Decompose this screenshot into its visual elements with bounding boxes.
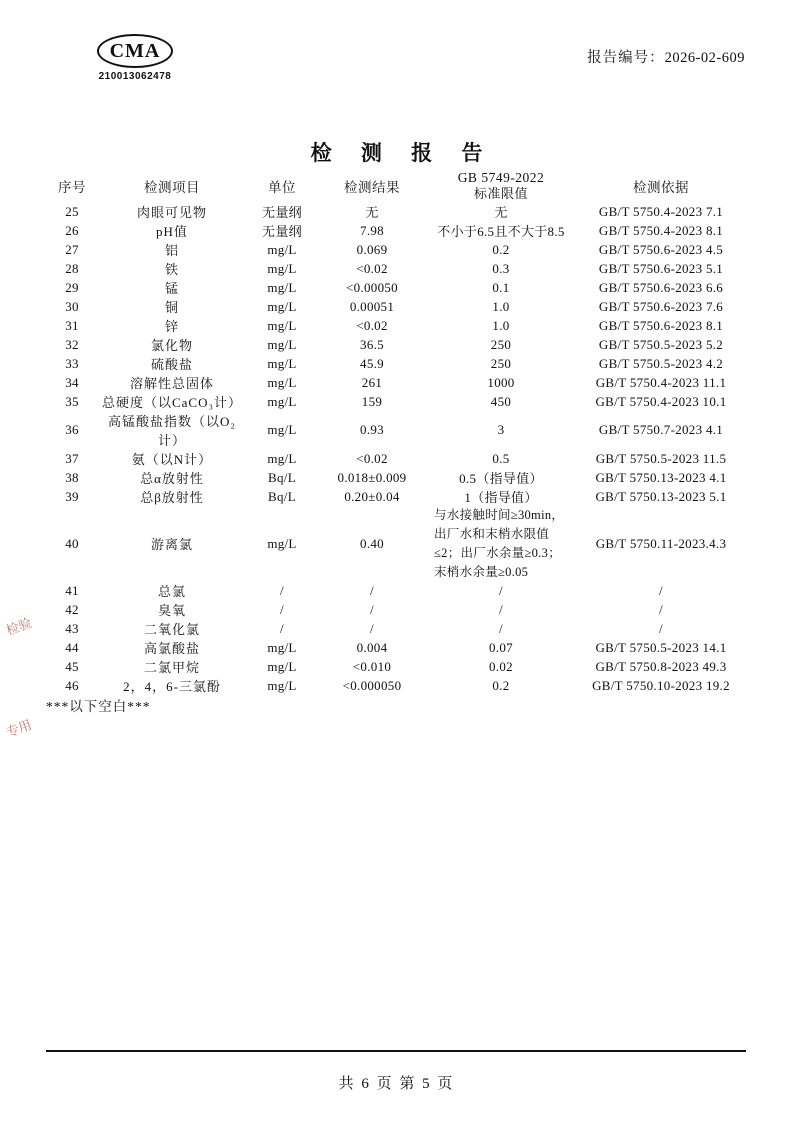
cell-basis: GB/T 5750.4-2023 10.1 [595, 393, 727, 409]
cell-result: <0.010 [352, 658, 392, 674]
cell-item: 高氯酸盐 [143, 641, 200, 657]
cell-unit: mg/L [267, 374, 297, 390]
cell-unit: mg/L [267, 677, 297, 693]
table-header [46, 170, 746, 202]
cell-limit: 1.0 [492, 317, 510, 333]
cell-no: 38 [65, 469, 79, 485]
cell-result: 261 [361, 374, 383, 390]
cell-limit: 0.5 [492, 450, 510, 466]
cell-item: 铝 [164, 243, 179, 259]
table-row [46, 638, 746, 657]
cell-unit: mg/L [267, 317, 297, 333]
cell-result: 0.004 [356, 639, 388, 655]
cell-result: 0.069 [356, 241, 388, 257]
cell-limit: 0.1 [492, 279, 510, 295]
cell-limit: 250 [490, 355, 512, 371]
cell-unit: Bq/L [268, 488, 296, 504]
cell-no: 37 [65, 450, 79, 466]
cell-no: 30 [65, 298, 79, 314]
cell-basis: GB/T 5750.5-2023 14.1 [595, 639, 727, 655]
column-header-limit [426, 170, 576, 202]
column-header-limit-standard: GB 5749-2022 [457, 170, 545, 185]
table-row [46, 259, 746, 278]
cell-basis: / [659, 582, 663, 598]
column-header-result: 检测结果 [344, 180, 400, 196]
cell-limit: 1000 [487, 374, 515, 390]
table-row [46, 240, 746, 259]
cell-result: <0.02 [356, 317, 388, 333]
cell-item: 溶解性总固体 [129, 376, 214, 392]
cell-basis: / [659, 601, 663, 617]
cell-limit: 3 [497, 422, 505, 438]
cell-unit: mg/L [267, 336, 297, 352]
cell-basis: GB/T 5750.4-2023 8.1 [598, 222, 724, 238]
cell-unit: mg/L [267, 355, 297, 371]
cell-no: 46 [65, 677, 79, 693]
table-row [46, 411, 746, 449]
report-number-value: 2026-02-609 [664, 50, 745, 66]
cell-no: 36 [65, 422, 79, 438]
table-row [46, 600, 746, 619]
cell-unit: / [280, 601, 284, 617]
table-row [46, 373, 746, 392]
column-header-limit-sub: 标准限值 [473, 186, 528, 201]
cell-basis: GB/T 5750.5-2023 5.2 [598, 336, 724, 352]
cell-unit: mg/L [267, 422, 297, 438]
cell-unit: 无量纲 [262, 224, 302, 240]
cell-limit: 1（指导值） [464, 490, 538, 506]
cell-limit: 不小于6.5且不大于8.5 [437, 224, 565, 240]
cell-item: 高锰酸盐指数（以O₂计） [108, 414, 236, 449]
cell-item: 二氧化氯 [143, 622, 200, 638]
cell-limit: 与水接触时间≥30min，出厂水和末梢水限值≤2；出厂水余量≥0.3；末梢水余量≥0.05 [434, 508, 565, 579]
cell-result: <0.02 [356, 260, 388, 276]
cell-item: 锌 [164, 319, 179, 335]
table-header-row [46, 170, 746, 202]
cell-limit: / [499, 582, 503, 598]
cell-result: / [370, 620, 374, 636]
cell-item: 锰 [164, 281, 179, 297]
cell-limit: 0.2 [492, 677, 510, 693]
cell-item: 总α放射性 [140, 471, 204, 487]
cell-no: 44 [65, 639, 79, 655]
cell-result: / [370, 582, 374, 598]
cell-result: 0.40 [360, 535, 384, 551]
column-header-no: 序号 [58, 180, 86, 196]
cma-accreditation-mark [75, 34, 195, 82]
cell-item: 氯化物 [150, 338, 193, 354]
cell-basis: GB/T 5750.4-2023 7.1 [598, 203, 724, 219]
cell-basis: GB/T 5750.6-2023 5.1 [598, 260, 724, 276]
cell-no: 43 [65, 620, 79, 636]
cell-no: 33 [65, 355, 79, 371]
report-number [587, 46, 745, 67]
cell-no: 40 [65, 535, 79, 551]
table-row [46, 468, 746, 487]
cell-basis: / [659, 620, 663, 636]
cell-item: 2，4，6-三氯酚 [123, 679, 221, 695]
cell-item: 游离氯 [150, 537, 193, 553]
cell-no: 25 [65, 203, 79, 219]
cell-result: 45.9 [360, 355, 384, 371]
cell-no: 27 [65, 241, 79, 257]
cell-unit: / [280, 620, 284, 636]
cell-no: 45 [65, 658, 79, 674]
table-row [46, 487, 746, 506]
cell-basis: GB/T 5750.7-2023 4.1 [598, 422, 724, 438]
cell-basis: GB/T 5750.6-2023 7.6 [598, 298, 724, 314]
cell-unit: mg/L [267, 535, 297, 551]
cell-basis: GB/T 5750.6-2023 6.6 [598, 279, 724, 295]
cell-result: / [370, 601, 374, 617]
column-header-basis: 检测依据 [633, 180, 689, 196]
table-row [46, 657, 746, 676]
cell-unit: mg/L [267, 658, 297, 674]
column-header-item: 检测项目 [144, 180, 200, 196]
cell-basis: GB/T 5750.5-2023 4.2 [598, 355, 724, 371]
cell-item: 铜 [164, 300, 179, 316]
cell-result: <0.02 [356, 450, 388, 466]
cell-unit: mg/L [267, 260, 297, 276]
cell-result: <0.00050 [346, 279, 398, 295]
cell-item: pH值 [156, 224, 188, 240]
table-row [46, 354, 746, 373]
red-stamp-mark-upper: 检验 [4, 615, 34, 639]
cell-limit: 250 [490, 336, 512, 352]
table-row [46, 506, 746, 581]
table-row [46, 392, 746, 411]
cell-basis: GB/T 5750.4-2023 11.1 [595, 374, 727, 390]
cell-result: 159 [361, 393, 383, 409]
page-title: 检 测 报 告 [310, 141, 495, 165]
cell-unit: 无量纲 [262, 205, 302, 221]
table-row [46, 335, 746, 354]
cell-basis: GB/T 5750.6-2023 4.5 [598, 241, 724, 257]
red-stamp-mark-lower: 专用 [4, 717, 34, 741]
cell-result: 0.018±0.009 [337, 469, 407, 485]
cell-basis: GB/T 5750.5-2023 11.5 [595, 450, 727, 466]
cell-item: 硫酸盐 [150, 357, 193, 373]
table-row [46, 278, 746, 297]
cell-limit: 450 [490, 393, 512, 409]
cell-result: <0.000050 [342, 677, 402, 693]
table-row [46, 449, 746, 468]
cell-unit: mg/L [267, 450, 297, 466]
cell-unit: / [280, 582, 284, 598]
cell-item: 总β放射性 [140, 490, 204, 506]
cell-limit: / [499, 601, 503, 617]
cell-no: 42 [65, 601, 79, 617]
results-table-container [46, 170, 746, 715]
cell-no: 29 [65, 279, 79, 295]
cma-badge-text: CMA [109, 40, 161, 62]
cell-limit: 0.07 [489, 639, 513, 655]
end-of-data-note-row [46, 695, 746, 715]
cell-unit: mg/L [267, 298, 297, 314]
table-row [46, 316, 746, 335]
cell-result: 无 [365, 205, 379, 221]
cell-basis: GB/T 5750.10-2023 19.2 [592, 677, 730, 693]
cell-basis: GB/T 5750.6-2023 8.1 [598, 317, 724, 333]
end-of-data-note: ***以下空白*** [46, 699, 151, 715]
page-number-footer: 共 6 页 第 5 页 [338, 1076, 455, 1092]
cell-no: 41 [65, 582, 79, 598]
cell-no: 35 [65, 393, 79, 409]
cell-unit: Bq/L [268, 469, 296, 485]
cell-no: 26 [65, 222, 79, 238]
cell-no: 32 [65, 336, 79, 352]
cell-limit: 0.02 [489, 658, 513, 674]
cell-item: 肉眼可见物 [136, 205, 207, 221]
cell-no: 28 [65, 260, 79, 276]
cell-result: 36.5 [360, 336, 384, 352]
table-row [46, 202, 746, 221]
cell-limit: 0.3 [492, 260, 510, 276]
table-row [46, 297, 746, 316]
cell-limit: 无 [494, 205, 508, 221]
footer-rule [46, 1050, 746, 1052]
cell-limit: 0.5（指导值） [459, 471, 543, 487]
cell-item: 总硬度（以CaCO₃计） [101, 395, 243, 411]
report-number-label: 报告编号： [587, 50, 665, 66]
table-body [46, 202, 746, 715]
cell-item: 二氯甲烷 [143, 660, 200, 676]
cell-item: 总氯 [157, 584, 186, 600]
cell-limit: / [499, 620, 503, 636]
cell-unit: mg/L [267, 241, 297, 257]
cma-badge-icon [97, 34, 173, 68]
table-row [46, 619, 746, 638]
cell-unit: mg/L [267, 279, 297, 295]
cell-limit: 1.0 [492, 298, 510, 314]
cell-limit: 0.2 [492, 241, 510, 257]
cell-unit: mg/L [267, 393, 297, 409]
cell-no: 39 [65, 488, 79, 504]
cell-no: 31 [65, 317, 79, 333]
cell-result: 0.20±0.04 [344, 488, 400, 504]
cell-unit: mg/L [267, 639, 297, 655]
cell-result: 0.00051 [349, 298, 395, 314]
cell-item: 臭氧 [157, 603, 186, 619]
cell-basis: GB/T 5750.13-2023 5.1 [595, 488, 727, 504]
cell-basis: GB/T 5750.8-2023 49.3 [595, 658, 727, 674]
cell-item: 氨（以N计） [131, 452, 213, 468]
cell-result: 0.93 [360, 422, 384, 438]
column-header-unit: 单位 [268, 180, 296, 196]
cell-item: 铁 [164, 262, 179, 278]
cell-no: 34 [65, 374, 79, 390]
cell-basis: GB/T 5750.13-2023 4.1 [595, 469, 727, 485]
cma-certificate-number: 210013062478 [98, 71, 172, 82]
page-header [0, 34, 793, 104]
results-table [46, 170, 746, 715]
cell-result: 7.98 [360, 222, 384, 238]
cell-basis: GB/T 5750.11-2023.4.3 [595, 535, 727, 551]
table-row [46, 221, 746, 240]
table-row [46, 581, 746, 600]
table-row [46, 676, 746, 695]
